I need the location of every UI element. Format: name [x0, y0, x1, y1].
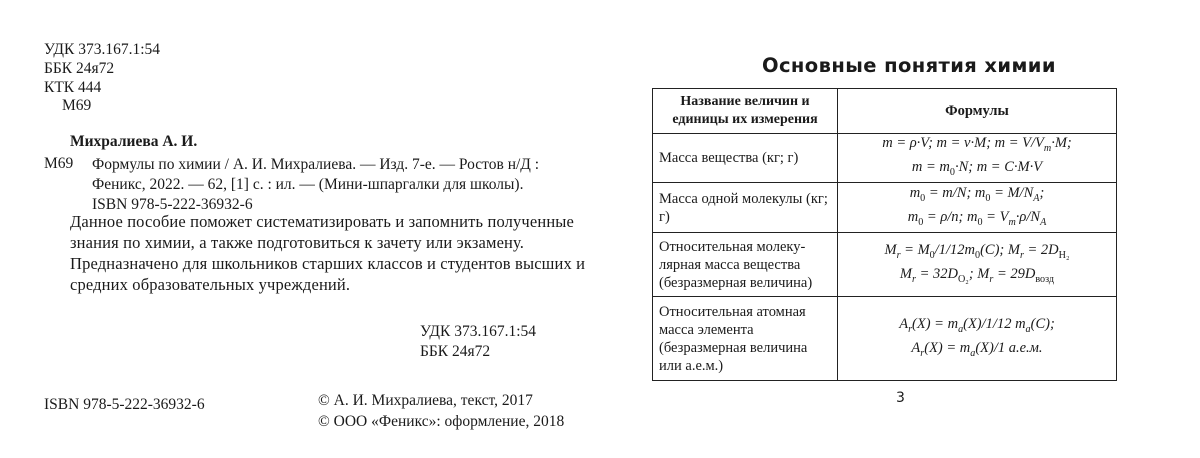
udc-code: УДК 373.167.1:54 — [44, 41, 161, 58]
page-number: 3 — [896, 390, 905, 406]
row-formula: $M_r = M_0/1/12m_0(C)$; $M_r = 2D_{H_2}$ $M_r = 32D_{O_2}$; $M_r = 29D_{возд}$ — [838, 233, 1117, 297]
row-formula: $m_0 = m/N$; $m_0 = M/N_A$; $m_0 = \rho/n$; $m_0 = V_m\cdot\rho/N_A$ — [838, 183, 1117, 233]
isbn-line: ISBN 978-5-222-36932-6 — [92, 196, 253, 213]
header-formulas: Формулы — [838, 89, 1117, 134]
entry-mark: М69 — [44, 155, 74, 172]
row-formula: m = ρ·V; m = ν·M; $m = V/V_m\cdot M$; $m = m_0\cdot N$; m = C·M·V — [838, 134, 1117, 183]
copyright-text: © А. И. Михралиева, текст, 2017 — [318, 392, 533, 409]
udc-code-bottom: УДК 373.167.1:54 — [420, 323, 537, 340]
annotation-paragraph: Данное пособие поможет систематизировать и запомнить полученные знания по химии, а также подготовиться к зачету или экзамену. — [70, 212, 575, 252]
copyright-design: © ООО «Феникс»: оформление, 2018 — [318, 413, 565, 430]
bbk-code: ББК 24я72 — [44, 60, 115, 77]
table-row — [653, 134, 1117, 183]
table-row — [653, 297, 1117, 381]
row-name: Масса одной молекулы (кг; г) — [653, 183, 838, 233]
author-name: Михралиева А. И. — [70, 133, 198, 150]
row-name: Масса вещества (кг; г) — [653, 134, 838, 183]
table-row — [653, 183, 1117, 233]
author-mark: М69 — [62, 97, 92, 114]
row-formula: $A_r(X) = m_a(X)/1/12$ $m_a(C)$; $A_r(X) = m_a(X)/1$ а.е.м. — [838, 297, 1117, 381]
annotation-paragraph: Предназначено для школьников старших классов и студентов высших и средних образовательных учреждений. — [70, 254, 586, 294]
header-name: Название величин и единицы их измерения — [653, 89, 838, 134]
copyright — [318, 390, 564, 432]
bbk-code-bottom: ББК 24я72 — [420, 343, 491, 360]
bibliographic-record: Формулы по химии / А. И. Михралиева. — Изд. 7-е. — Ростов н/Д : Феникс, 2022. — 62, [1] с. : ил. — (Мини-шпаргалки для школы). — [92, 156, 540, 193]
row-name: Относительная атомная масса элемента (безразмерная величина или а.е.м.) — [653, 297, 838, 381]
row-name: Относительная молеку-лярная масса вещества (безразмерная величина) — [653, 233, 838, 297]
chemistry-table — [652, 88, 1117, 381]
table-row — [653, 233, 1117, 297]
annotation — [70, 211, 615, 295]
isbn-bottom: ISBN 978-5-222-36932-6 — [44, 396, 205, 413]
ktk-code: КТК 444 — [44, 79, 102, 96]
page-title: Основные понятия химии — [762, 54, 1056, 77]
table-header-row — [653, 89, 1117, 134]
